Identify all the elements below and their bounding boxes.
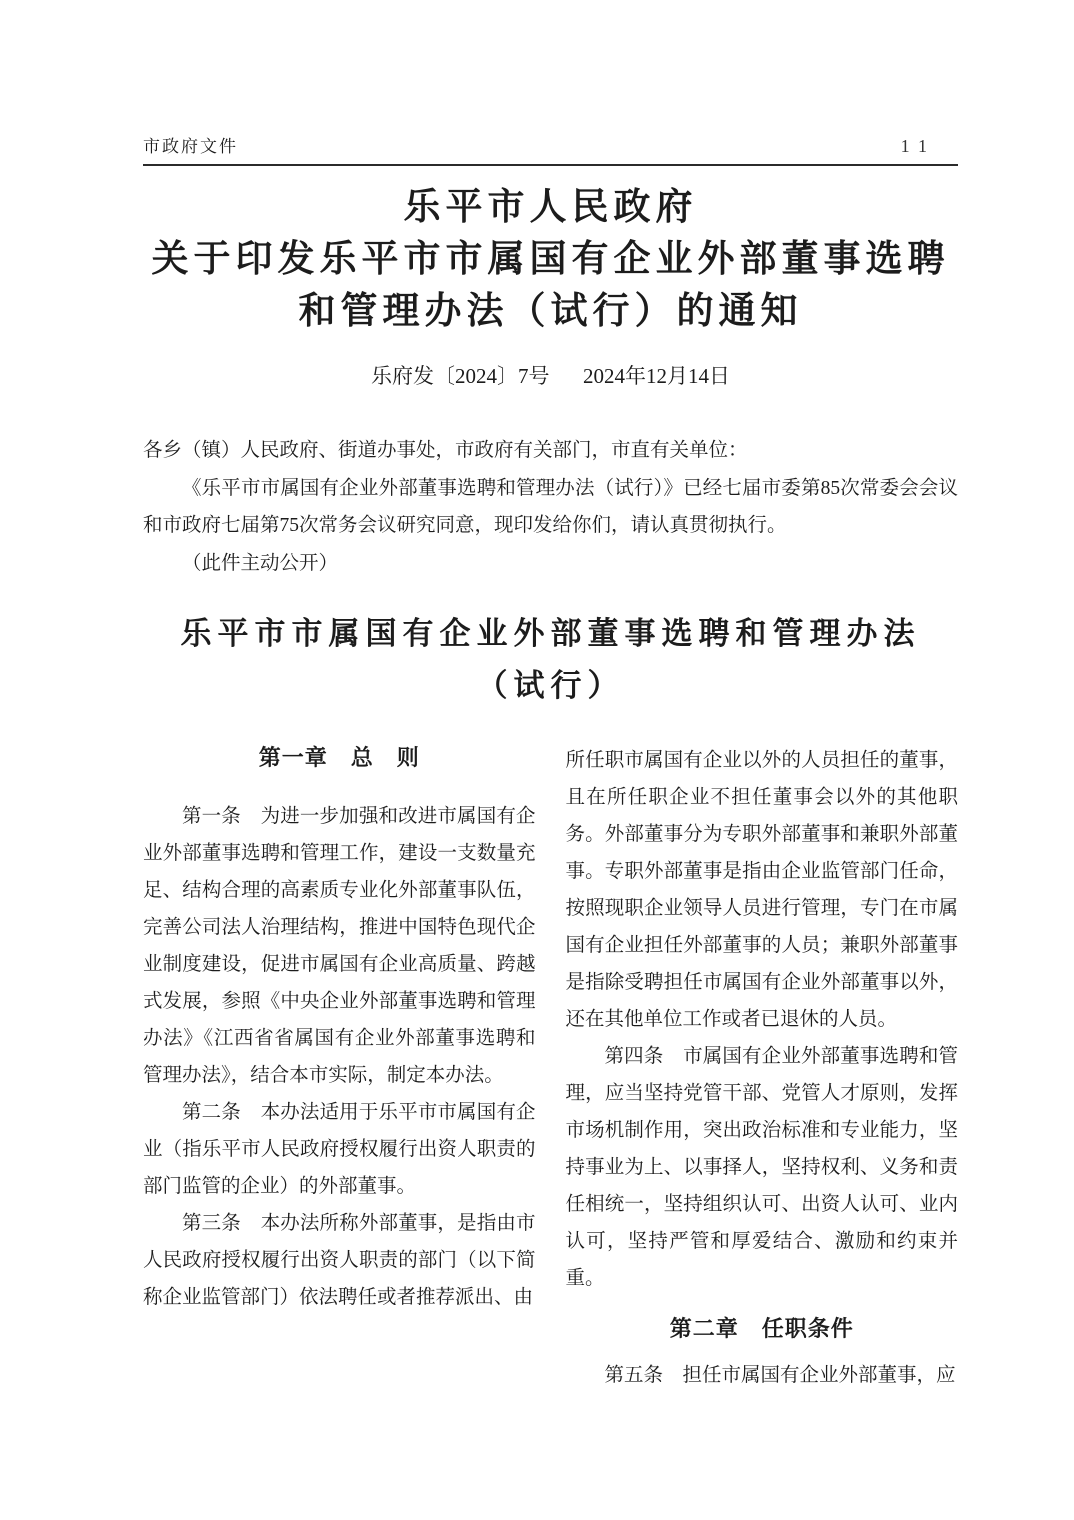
notice-title bbox=[143, 182, 958, 338]
article-3-continued: 所任职市属国有企业以外的人员担任的董事，且在所任职企业不担任董事会以外的其他职务。外部董事分为专职外部董事和兼职外部董事。专职外部董事是指由企业监管部门任命，按照现职企业领导人员进行管理，专门在市属国有企业担任外部董事的人员；兼职外部董事是指除受聘担任市属国有企业外部董事以外，还在其他单位工作或者已退休的人员。 bbox=[565, 750, 958, 1030]
notice-paragraph: 《乐平市市属国有企业外部董事选聘和管理办法（试行）》已经七届市委第85次常委会会议和市政府七届第75次常务会议研究同意，现印发给你们，请认真贯彻执行。 bbox=[143, 477, 958, 536]
notice-title-line-2: 关于印发乐平市市属国有企业外部董事选聘 bbox=[151, 239, 950, 280]
disclosure-note: （此件主动公开） bbox=[182, 552, 339, 574]
regulation-title-line-1: 乐平市市属国有企业外部董事选聘和管理办法 bbox=[180, 616, 921, 651]
left-column bbox=[143, 742, 536, 1394]
chapter-1-heading: 第一章 总 则 bbox=[258, 745, 420, 770]
right-column bbox=[566, 742, 959, 1394]
notice-title-line-1: 乐平市人民政府 bbox=[403, 187, 698, 228]
regulation-title-line-2: （试行） bbox=[476, 668, 625, 703]
article-2: 第二条 本办法适用于乐平市市属国有企业（指乐平市人民政府授权履行出资人职责的部门监管的企业）的外部董事。 bbox=[143, 1102, 536, 1197]
notice-body bbox=[143, 432, 958, 582]
header-doc-type-label: 市政府文件 bbox=[143, 137, 238, 156]
regulation-title bbox=[143, 608, 958, 712]
notice-title-line-3: 和管理办法（试行）的通知 bbox=[298, 291, 803, 332]
doc-number-line bbox=[143, 360, 958, 390]
doc-number: 乐府发〔2024〕7号 bbox=[370, 364, 550, 388]
article-4: 第四条 市属国有企业外部董事选聘和管理，应当坚持党管干部、党管人才原则，发挥市场机制作用，突出政治标准和专业能力，坚持事业为上、以事择人，坚持权利、义务和责任相统一，坚持组织认可、出资人认可、业内认可，坚持严管和厚爱结合、激励和约束并重。 bbox=[565, 1046, 958, 1289]
article-5-partial: 第五条 担任市属国有企业外部董事，应 bbox=[604, 1365, 956, 1386]
page-number: 11 bbox=[900, 136, 936, 156]
salutation: 各乡（镇）人民政府、街道办事处，市政府有关部门，市直有关单位： bbox=[143, 440, 748, 461]
article-1: 第一条 为进一步加强和改进市属国有企业外部董事选聘和管理工作，建设一支数量充足、结构合理的高素质专业化外部董事队伍，完善公司法人治理结构，推进中国特色现代企业制度建设，促进市属国有企业高质量、跨越式发展，参照《中央企业外部董事选聘和管理办法》《江西省省属国有企业外部董事选聘和管理办法》，结合本市实际，制定本办法。 bbox=[143, 806, 536, 1086]
regulation-body bbox=[143, 742, 958, 1394]
article-3-partial: 第三条 本办法所称外部董事，是指由市人民政府授权履行出资人职责的部门（以下简称企业监管部门）依法聘任或者推荐派出、由 bbox=[143, 1213, 536, 1308]
chapter-2-heading: 第二章 任职条件 bbox=[669, 1316, 854, 1341]
page-header bbox=[143, 132, 958, 166]
doc-date: 2024年12月14日 bbox=[583, 364, 731, 388]
